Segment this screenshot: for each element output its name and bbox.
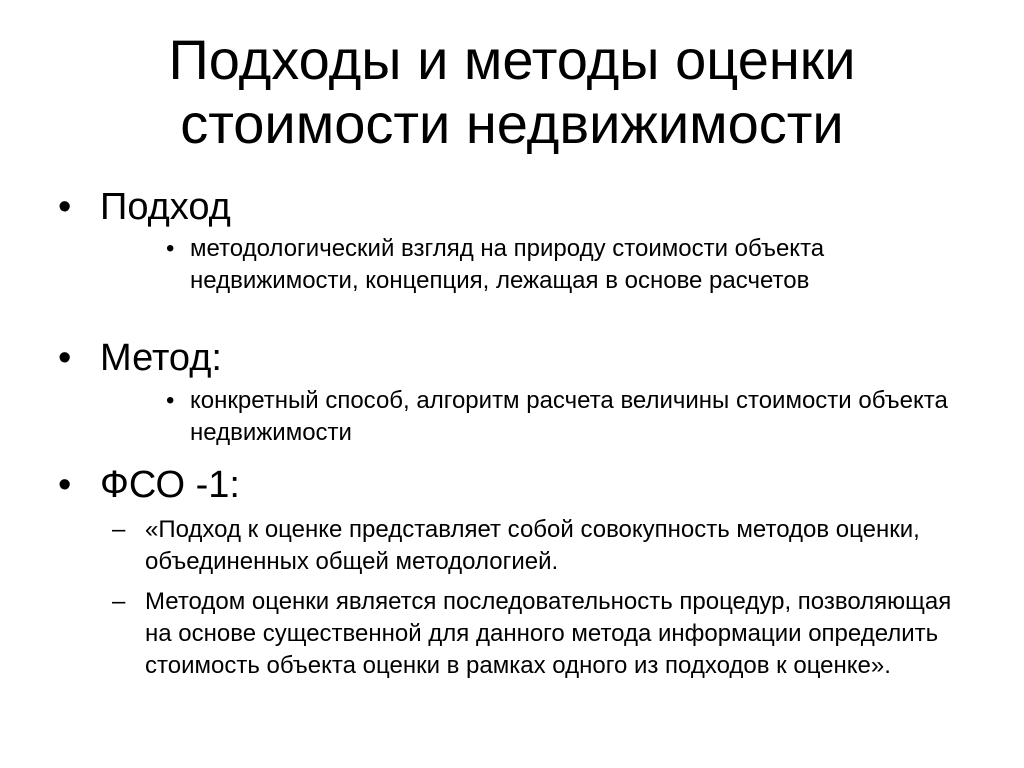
- bullet-item-approach: [58, 185, 231, 229]
- bullet-item-approach-label: Подход: [100, 186, 231, 228]
- bullet-item-fso: [58, 463, 240, 507]
- dash-bullet-icon: –: [112, 516, 126, 543]
- sub-item-fso-quote-1: [112, 514, 975, 578]
- sub-item-approach-definition-text: методологический взгляд на природу стоимости объекта недвижимости, концепция, лежащая в основе расчетов: [190, 235, 825, 294]
- bullet-dot-icon: •: [166, 387, 175, 414]
- bullet-item-fso-label: ФСО -1:: [100, 464, 240, 506]
- bullet-item-method: [58, 336, 222, 380]
- slide-title-line-2: стоимости недвижимости: [180, 92, 844, 155]
- slide-title-line-1: Подходы и методы оценки: [168, 28, 856, 91]
- bullet-dot-icon: •: [58, 337, 72, 379]
- sub-item-method-definition-text: конкретный способ, алгоритм расчета величины стоимости объекта недвижимости: [190, 387, 948, 446]
- sub-item-fso-quote-2-text: Методом оценки является последовательность процедур, позволяющая на основе существенной для данного метода информации определить стоимость объекта оценки в рамках одного из подходов к оценке».: [145, 588, 952, 679]
- bullet-dot-icon: •: [166, 235, 175, 262]
- sub-item-fso-quote-1-text: «Подход к оценке представляет собой совокупность методов оценки, объединенных общей методологией.: [145, 516, 920, 575]
- bullet-dot-icon: •: [58, 464, 72, 506]
- dash-bullet-icon: –: [112, 588, 126, 615]
- bullet-item-method-label: Метод:: [100, 337, 222, 379]
- bullet-dot-icon: •: [58, 186, 72, 228]
- sub-item-method-definition: [166, 385, 950, 449]
- sub-item-approach-definition: [166, 233, 950, 297]
- sub-item-fso-quote-2: [112, 586, 975, 682]
